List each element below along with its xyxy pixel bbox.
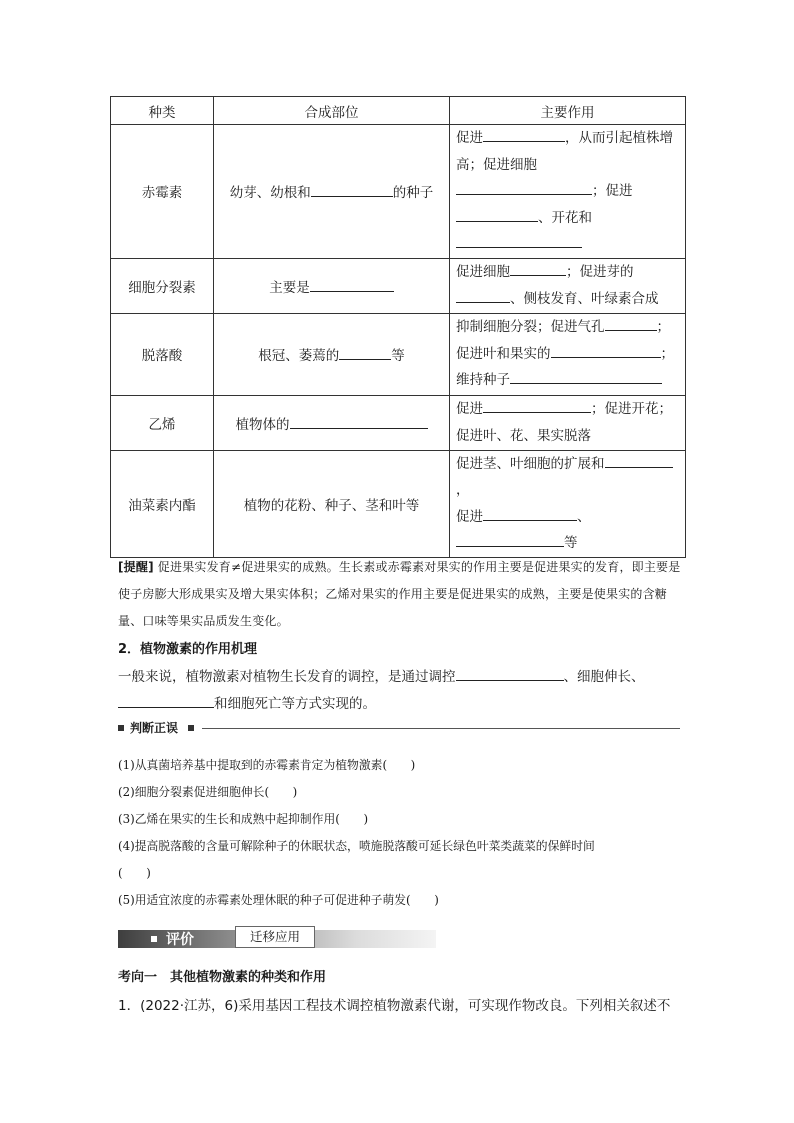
effect-text: 促进茎、叶细胞的扩展和 [456, 455, 605, 472]
main-effect [450, 395, 686, 450]
section-paragraph [118, 664, 688, 718]
evaluation-tag: 迁移应用 [235, 926, 315, 948]
square-icon [188, 725, 194, 731]
hormone-name: 油菜素内酯 [111, 450, 214, 557]
square-icon [151, 936, 157, 942]
synthesis-site [214, 395, 450, 450]
main-effect [450, 125, 686, 259]
fill-blank[interactable] [510, 369, 662, 384]
question-text: 1．(2022·江苏，6)采用基因工程技术调控植物激素代谢，可实现作物改良。下列相关叙述不 [118, 998, 671, 1014]
list-item: (3)乙烯在果实的生长和成熟中起抑制作用( ) [118, 812, 369, 826]
fill-blank[interactable] [456, 666, 564, 681]
fill-blank[interactable] [483, 127, 565, 142]
effect-text: ； [656, 319, 670, 336]
judge-items [118, 752, 683, 914]
fill-blank[interactable] [290, 414, 428, 429]
fill-blank[interactable] [310, 277, 394, 292]
effect-text: 、侧枝发育、叶绿素合成 [510, 290, 659, 307]
effect-text: 促进 [456, 508, 483, 525]
main-effect [450, 258, 686, 313]
site-text: 的种子 [392, 185, 434, 202]
hormone-name: 细胞分裂素 [111, 258, 214, 313]
effect-text: ， [456, 482, 470, 498]
fill-blank[interactable] [456, 233, 582, 248]
fill-blank[interactable] [551, 343, 661, 358]
para-text: 一般来说，植物激素对植物生长发育的调控，是通过调控 [118, 669, 456, 685]
effect-text: 、 [577, 508, 591, 525]
para-text: 、细胞伸长、 [563, 669, 645, 685]
site-text: 根冠、萎蔫的 [258, 348, 340, 364]
main-effect [450, 313, 686, 395]
tip-note [118, 554, 686, 635]
header-type: 种类 [111, 97, 214, 125]
effect-text: 促进叶和果实的 [456, 345, 551, 362]
list-item: (4)提高脱落酸的含量可解除种子的休眠状态，喷施脱落酸可延长绿色叶菜类蔬菜的保鲜时间 [118, 839, 595, 853]
section-title: 2．植物激素的作用机理 [118, 642, 258, 657]
table-row [111, 125, 686, 259]
tip-text: 促进果实发育≠促进果实的成熟。生长素或赤霉素对果实的作用主要是促进果实的发育，即主要是使子房膨大形成果实及增大果实体积；乙烯对果实的作用主要是促进果实的成熟，主要是使果实的含糖量、口味等果实品质发生变化。 [118, 560, 681, 628]
site-text: 主要是 [269, 279, 310, 296]
header-site: 合成部位 [214, 97, 450, 125]
square-icon [118, 725, 124, 731]
fill-blank[interactable] [311, 182, 393, 197]
effect-text: 促进叶、花、果实脱落 [456, 427, 591, 444]
judge-header [118, 722, 680, 736]
list-item: ( ) [118, 866, 151, 880]
fill-blank[interactable] [456, 532, 564, 547]
effect-text: 促进细胞 [456, 264, 510, 280]
divider [202, 728, 680, 729]
fill-blank[interactable] [605, 316, 657, 331]
effect-text: ；促进开花； [591, 401, 672, 417]
evaluation-label: 评价 [166, 932, 194, 948]
fill-blank[interactable] [605, 453, 673, 468]
main-effect [450, 450, 686, 557]
hormone-name: 乙烯 [111, 395, 214, 450]
fill-blank[interactable] [456, 288, 510, 303]
synthesis-site [214, 125, 450, 259]
evaluation-banner [118, 924, 436, 952]
effect-text: 高；促进细胞 [456, 156, 537, 173]
fill-blank[interactable] [510, 261, 566, 276]
direction-title: 考向一 其他植物激素的种类和作用 [118, 970, 327, 985]
fill-blank[interactable] [456, 207, 538, 222]
effect-text: 维持种子 [456, 372, 510, 389]
synthesis-site [214, 258, 450, 313]
effect-text: 促进 [456, 401, 483, 417]
effect-text: ；促进 [592, 183, 633, 199]
effect-text: ，从而引起植株增 [565, 130, 673, 146]
table-row [111, 450, 686, 557]
effect-text: 促进 [456, 130, 483, 146]
table-row [111, 395, 686, 450]
fill-blank[interactable] [339, 345, 391, 360]
table-row [111, 313, 686, 395]
site-text: 植物体的 [235, 416, 290, 433]
judge-title: 判断正误 [130, 721, 179, 735]
fill-blank[interactable] [483, 398, 591, 413]
list-item: (2)细胞分裂素促进细胞伸长( ) [118, 785, 298, 799]
fill-blank[interactable] [483, 506, 577, 521]
fill-blank[interactable] [118, 693, 214, 708]
list-item: (1)从真菌培养基中提取到的赤霉素肯定为植物激素( ) [118, 758, 416, 772]
synthesis-site [214, 313, 450, 395]
hormone-table [110, 96, 686, 558]
effect-text: ；促进芽的 [566, 264, 634, 280]
list-item: (5)用适宜浓度的赤霉素处理休眠的种子可促进种子萌发( ) [118, 893, 439, 907]
site-text: 等 [391, 348, 405, 364]
site-text: 幼芽、幼根和 [229, 185, 311, 202]
effect-text: ； [660, 345, 674, 362]
effect-text: 抑制细胞分裂；促进气孔 [456, 319, 605, 336]
effect-text: 、开花和 [538, 209, 592, 226]
table-header-row [111, 97, 686, 125]
table-row [111, 258, 686, 313]
effect-text: 等 [564, 535, 578, 551]
tip-label: [提醒] [118, 560, 154, 574]
para-text: 和细胞死亡等方式实现的。 [214, 696, 376, 712]
synthesis-site: 植物的花粉、种子、茎和叶等 [214, 450, 450, 557]
fill-blank[interactable] [456, 180, 592, 195]
hormone-name: 赤霉素 [111, 125, 214, 259]
header-effect: 主要作用 [450, 97, 686, 125]
hormone-name: 脱落酸 [111, 313, 214, 395]
